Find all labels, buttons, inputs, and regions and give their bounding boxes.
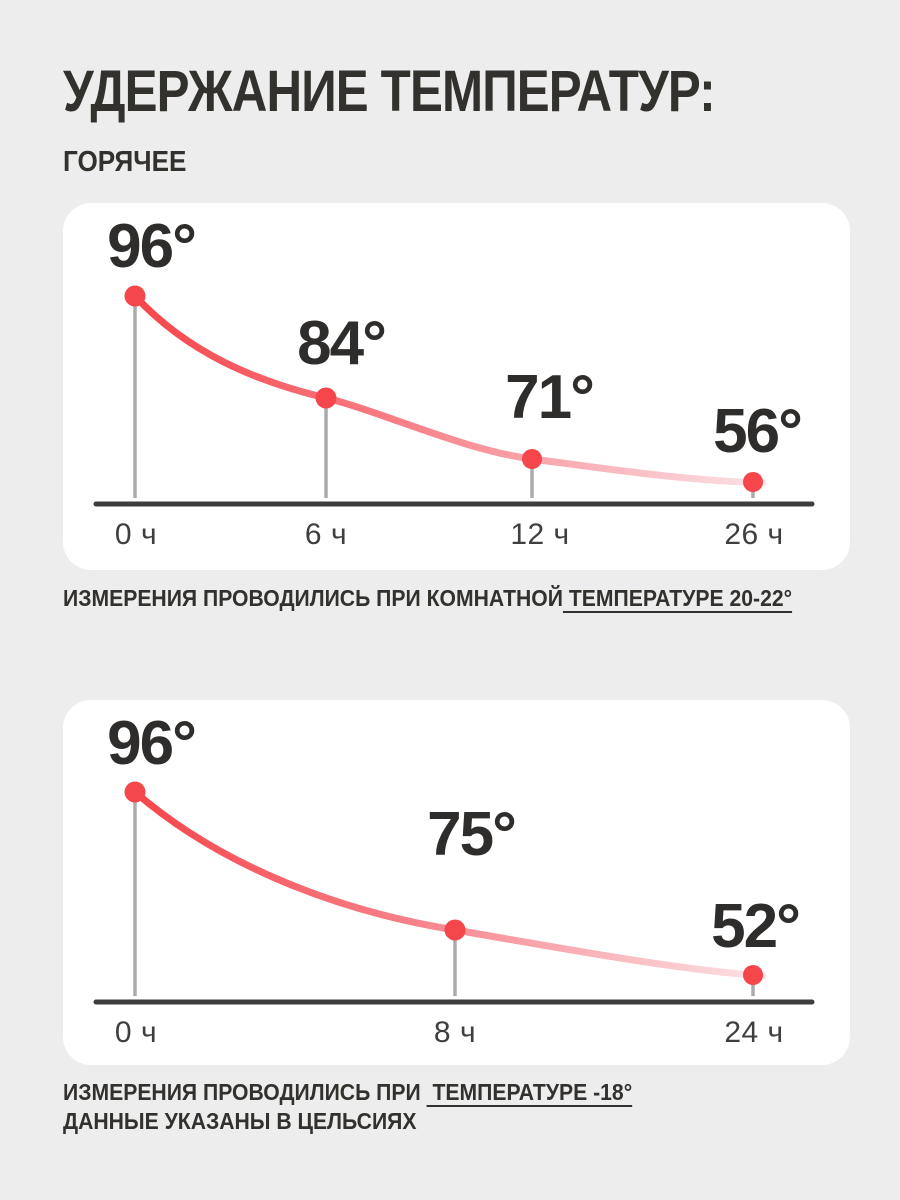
temp-label: 75°	[427, 800, 515, 869]
time-tick-label: 24 ч	[724, 1016, 784, 1049]
temp-label: 96°	[107, 709, 195, 778]
time-tick-label: 12 ч	[510, 518, 570, 551]
temp-label: 96°	[107, 212, 195, 281]
data-point-dot	[743, 965, 763, 985]
page-subtitle: ГОРЯЧЕЕ	[63, 146, 187, 178]
underlined-temp-condition: ТЕМПЕРАТУРЕ 20-22°	[562, 585, 793, 611]
data-point-dot	[316, 388, 337, 409]
temp-label: 52°	[711, 892, 799, 961]
chart-card-hot	[63, 203, 850, 570]
chart-card-cold	[63, 700, 850, 1065]
page-title: УДЕРЖАНИЕ ТЕМПЕРАТУР:	[63, 59, 715, 124]
data-point-dot	[125, 782, 146, 803]
data-point-dot	[522, 449, 542, 469]
time-tick-label: 8 ч	[433, 1016, 477, 1049]
footnote-room-temperature	[63, 584, 792, 613]
data-point-dot	[125, 286, 146, 307]
footnote-line: ДАННЫЕ УКАЗАНЫ В ЦЕЛЬСИЯХ	[63, 1108, 417, 1135]
underlined-temp-condition: ТЕМПЕРАТУРЕ -18°	[426, 1079, 633, 1105]
data-point-dot	[445, 920, 466, 941]
time-tick-label: 0 ч	[114, 518, 158, 551]
footnote-freezer-temperature	[63, 1078, 632, 1137]
temp-label: 56°	[713, 397, 801, 466]
footnote-text: ИЗМЕРЕНИЯ ПРОВОДИЛИСЬ ПРИ КОМНАТНОЙ	[63, 585, 563, 611]
temperature-curve	[135, 296, 763, 483]
time-tick-label: 6 ч	[304, 518, 348, 551]
footnote-text: ИЗМЕРЕНИЯ ПРОВОДИЛИСЬ ПРИ	[63, 1079, 427, 1105]
footnote-line	[63, 1078, 632, 1107]
temp-label: 84°	[297, 309, 385, 378]
time-tick-label: 26 ч	[724, 518, 784, 551]
temp-label: 71°	[505, 363, 593, 432]
data-point-dot	[743, 472, 763, 492]
time-tick-label: 0 ч	[114, 1016, 158, 1049]
